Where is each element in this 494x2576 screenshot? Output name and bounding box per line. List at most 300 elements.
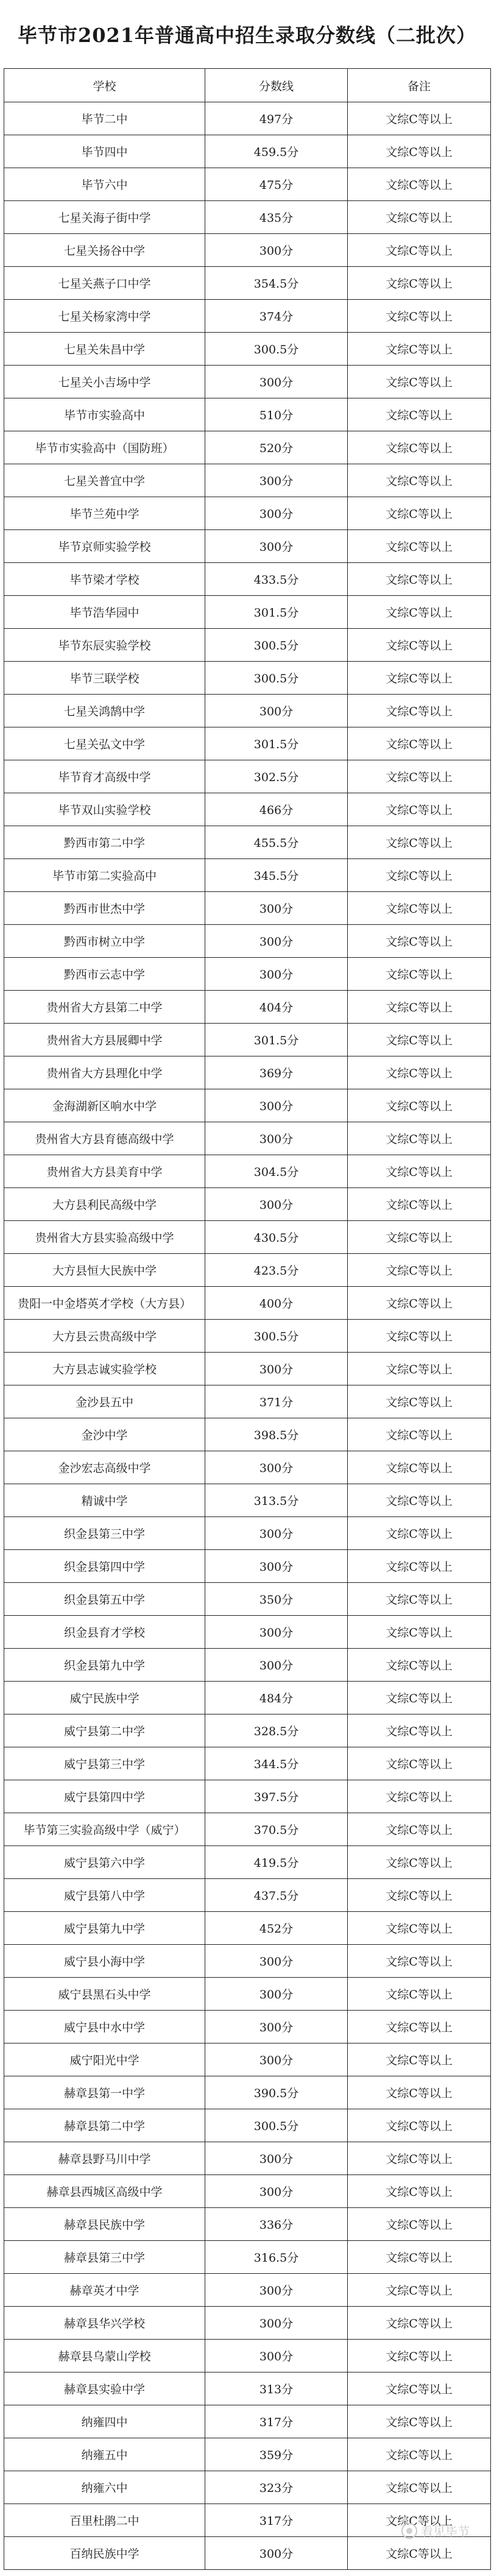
cell-score: 300分 — [205, 1649, 348, 1682]
cell-school: 黔西市树立中学 — [4, 925, 205, 958]
cell-remark: 文综C等以上 — [348, 366, 491, 398]
cell-remark: 文综C等以上 — [348, 629, 491, 662]
table-row — [4, 1353, 491, 1385]
table-row — [4, 300, 491, 333]
cell-school: 毕节三联学校 — [4, 662, 205, 695]
cell-remark: 文综C等以上 — [348, 267, 491, 300]
cell-remark: 文综C等以上 — [348, 859, 491, 892]
cell-score: 452分 — [205, 1912, 348, 1945]
table-row — [4, 1024, 491, 1056]
cell-school: 赫章县第三中学 — [4, 2241, 205, 2274]
cell-school: 纳雍六中 — [4, 2471, 205, 2504]
cell-school: 赫章县第二中学 — [4, 2109, 205, 2142]
cell-remark: 文综C等以上 — [348, 1912, 491, 1945]
cell-remark: 文综C等以上 — [348, 1385, 491, 1418]
cell-score: 475分 — [205, 168, 348, 201]
cell-school: 贵州省大方县育德高级中学 — [4, 1122, 205, 1155]
cell-score: 390.5分 — [205, 2076, 348, 2109]
table-row — [4, 1846, 491, 1879]
cell-remark: 文综C等以上 — [348, 2340, 491, 2373]
table-row — [4, 1320, 491, 1353]
score-table — [4, 68, 491, 2570]
cell-score: 300.5分 — [205, 2109, 348, 2142]
cell-remark: 文综C等以上 — [348, 596, 491, 629]
table-row — [4, 2142, 491, 2175]
cell-remark: 文综C等以上 — [348, 1089, 491, 1122]
table-row — [4, 1583, 491, 1616]
table-row — [4, 431, 491, 464]
cell-remark: 文综C等以上 — [348, 760, 491, 793]
table-row — [4, 1550, 491, 1583]
table-row — [4, 1188, 491, 1221]
cell-score: 300分 — [205, 1517, 348, 1550]
cell-remark: 文综C等以上 — [348, 2504, 491, 2537]
cell-remark: 文综C等以上 — [348, 1353, 491, 1385]
cell-score: 419.5分 — [205, 1846, 348, 1879]
cell-remark: 文综C等以上 — [348, 398, 491, 431]
cell-school: 金沙县五中 — [4, 1385, 205, 1418]
cell-school: 赫章县华兴学校 — [4, 2307, 205, 2340]
cell-remark: 文综C等以上 — [348, 1287, 491, 1320]
cell-school: 七星关小吉场中学 — [4, 366, 205, 398]
cell-remark: 文综C等以上 — [348, 1714, 491, 1747]
cell-school: 毕节育才高级中学 — [4, 760, 205, 793]
cell-remark: 文综C等以上 — [348, 464, 491, 497]
table-row — [4, 1682, 491, 1714]
table-row — [4, 530, 491, 563]
cell-school: 七星关海子街中学 — [4, 201, 205, 234]
table-row — [4, 1714, 491, 1747]
table-row — [4, 2208, 491, 2241]
table-header-row — [4, 69, 491, 102]
cell-remark: 文综C等以上 — [348, 2307, 491, 2340]
cell-score: 300分 — [205, 2175, 348, 2208]
cell-score: 313.5分 — [205, 1484, 348, 1517]
cell-remark: 文综C等以上 — [348, 958, 491, 991]
table-row — [4, 2373, 491, 2405]
cell-remark: 文综C等以上 — [348, 300, 491, 333]
cell-remark: 文综C等以上 — [348, 826, 491, 859]
cell-school: 毕节第三实验高级中学（威宁） — [4, 1813, 205, 1846]
cell-school: 大方县云贵高级中学 — [4, 1320, 205, 1353]
cell-school: 赫章县野马川中学 — [4, 2142, 205, 2175]
cell-score: 300分 — [205, 925, 348, 958]
cell-school: 织金县育才学校 — [4, 1616, 205, 1649]
cell-remark: 文综C等以上 — [348, 2011, 491, 2043]
cell-school: 毕节东辰实验学校 — [4, 629, 205, 662]
watermark — [401, 2522, 470, 2539]
cell-score: 328.5分 — [205, 1714, 348, 1747]
table-row — [4, 563, 491, 596]
document-title: 毕节市2021年普通高中招生录取分数线（二批次） — [17, 24, 477, 47]
table-row — [4, 892, 491, 925]
cell-school: 毕节京师实验学校 — [4, 530, 205, 563]
cell-school: 威宁县第四中学 — [4, 1780, 205, 1813]
table-row — [4, 2471, 491, 2504]
cell-school: 威宁县中水中学 — [4, 2011, 205, 2043]
cell-remark: 文综C等以上 — [348, 695, 491, 727]
cell-score: 300分 — [205, 1945, 348, 1978]
cell-score: 301.5分 — [205, 727, 348, 760]
table-row — [4, 2274, 491, 2307]
cell-school: 织金县第五中学 — [4, 1583, 205, 1616]
cell-score: 300.5分 — [205, 629, 348, 662]
cell-school: 赫章县民族中学 — [4, 2208, 205, 2241]
cell-remark: 文综C等以上 — [348, 497, 491, 530]
cell-score: 520分 — [205, 431, 348, 464]
table-row — [4, 2438, 491, 2471]
cell-score: 404分 — [205, 991, 348, 1024]
cell-remark: 文综C等以上 — [348, 793, 491, 826]
cell-remark: 文综C等以上 — [348, 925, 491, 958]
cell-school: 七星关普宜中学 — [4, 464, 205, 497]
cell-remark: 文综C等以上 — [348, 991, 491, 1024]
document-sheet — [4, 0, 490, 2570]
cell-school: 赫章县西城区高级中学 — [4, 2175, 205, 2208]
cell-score: 344.5分 — [205, 1747, 348, 1780]
cell-score: 300分 — [205, 530, 348, 563]
cell-remark: 文综C等以上 — [348, 2471, 491, 2504]
cell-score: 323分 — [205, 2471, 348, 2504]
table-row — [4, 366, 491, 398]
table-row — [4, 1517, 491, 1550]
cell-score: 336分 — [205, 2208, 348, 2241]
cell-remark: 文综C等以上 — [348, 431, 491, 464]
table-row — [4, 2405, 491, 2438]
cell-score: 300分 — [205, 497, 348, 530]
cell-remark: 文综C等以上 — [348, 2373, 491, 2405]
table-row — [4, 1912, 491, 1945]
table-row — [4, 1813, 491, 1846]
cell-remark: 文综C等以上 — [348, 1024, 491, 1056]
cell-school: 百里杜鹃二中 — [4, 2504, 205, 2537]
cell-score: 455.5分 — [205, 826, 348, 859]
cell-score: 300分 — [205, 2340, 348, 2373]
cell-score: 300分 — [205, 234, 348, 267]
cell-remark: 文综C等以上 — [348, 563, 491, 596]
cell-remark: 文综C等以上 — [348, 1747, 491, 1780]
table-row — [4, 1254, 491, 1287]
cell-remark: 文综C等以上 — [348, 2241, 491, 2274]
cell-remark: 文综C等以上 — [348, 1583, 491, 1616]
cell-score: 371分 — [205, 1385, 348, 1418]
table-row — [4, 2537, 491, 2570]
cell-remark: 文综C等以上 — [348, 2405, 491, 2438]
cell-remark: 文综C等以上 — [348, 2537, 491, 2570]
cell-remark: 文综C等以上 — [348, 1879, 491, 1912]
cell-score: 300分 — [205, 695, 348, 727]
cell-school: 赫章县实验中学 — [4, 2373, 205, 2405]
cell-remark: 文综C等以上 — [348, 102, 491, 135]
cell-school: 大方县志诚实验学校 — [4, 1353, 205, 1385]
cell-score: 300分 — [205, 2537, 348, 2570]
cell-score: 300分 — [205, 1353, 348, 1385]
cell-score: 359分 — [205, 2438, 348, 2471]
table-row — [4, 760, 491, 793]
cell-score: 302.5分 — [205, 760, 348, 793]
cell-school: 大方县利民高级中学 — [4, 1188, 205, 1221]
cell-score: 437.5分 — [205, 1879, 348, 1912]
table-row — [4, 464, 491, 497]
cell-school: 七星关杨家湾中学 — [4, 300, 205, 333]
cell-remark: 文综C等以上 — [348, 2274, 491, 2307]
table-row — [4, 1978, 491, 2011]
cell-school: 威宁县小海中学 — [4, 1945, 205, 1978]
cell-score: 317分 — [205, 2504, 348, 2537]
cell-school: 精诚中学 — [4, 1484, 205, 1517]
table-row — [4, 662, 491, 695]
cell-remark: 文综C等以上 — [348, 2142, 491, 2175]
cell-school: 赫章县第一中学 — [4, 2076, 205, 2109]
cell-school: 毕节兰苑中学 — [4, 497, 205, 530]
cell-school: 毕节市实验高中（国防班） — [4, 431, 205, 464]
table-row — [4, 135, 491, 168]
cell-remark: 文综C等以上 — [348, 1780, 491, 1813]
eye-logo-icon — [401, 2523, 417, 2539]
table-row — [4, 1089, 491, 1122]
cell-remark: 文综C等以上 — [348, 234, 491, 267]
table-row — [4, 991, 491, 1024]
table-row — [4, 2011, 491, 2043]
cell-score: 300分 — [205, 464, 348, 497]
cell-remark: 文综C等以上 — [348, 2043, 491, 2076]
cell-school: 织金县第九中学 — [4, 1649, 205, 1682]
cell-score: 397.5分 — [205, 1780, 348, 1813]
header-score: 分数线 — [205, 69, 348, 102]
table-row — [4, 2043, 491, 2076]
table-row — [4, 168, 491, 201]
cell-remark: 文综C等以上 — [348, 1945, 491, 1978]
cell-score: 300分 — [205, 1122, 348, 1155]
cell-remark: 文综C等以上 — [348, 2208, 491, 2241]
cell-score: 300分 — [205, 1089, 348, 1122]
cell-score: 369分 — [205, 1056, 348, 1089]
cell-remark: 文综C等以上 — [348, 892, 491, 925]
table-row — [4, 1649, 491, 1682]
table-row — [4, 793, 491, 826]
cell-score: 459.5分 — [205, 135, 348, 168]
table-row — [4, 727, 491, 760]
cell-school: 毕节梁才学校 — [4, 563, 205, 596]
cell-school: 赫章县乌蒙山学校 — [4, 2340, 205, 2373]
cell-score: 300分 — [205, 1978, 348, 2011]
cell-remark: 文综C等以上 — [348, 1550, 491, 1583]
cell-score: 304.5分 — [205, 1155, 348, 1188]
cell-remark: 文综C等以上 — [348, 530, 491, 563]
cell-school: 毕节市实验高中 — [4, 398, 205, 431]
cell-school: 黔西市第二中学 — [4, 826, 205, 859]
cell-school: 贵阳一中金塔英才学校（大方县） — [4, 1287, 205, 1320]
cell-remark: 文综C等以上 — [348, 135, 491, 168]
cell-score: 497分 — [205, 102, 348, 135]
cell-school: 七星关弘文中学 — [4, 727, 205, 760]
cell-school: 七星关鸿鹄中学 — [4, 695, 205, 727]
cell-score: 510分 — [205, 398, 348, 431]
cell-school: 纳雍四中 — [4, 2405, 205, 2438]
table-row — [4, 958, 491, 991]
cell-remark: 文综C等以上 — [348, 1978, 491, 2011]
cell-score: 374分 — [205, 300, 348, 333]
cell-school: 赫章英才中学 — [4, 2274, 205, 2307]
cell-remark: 文综C等以上 — [348, 1517, 491, 1550]
cell-remark: 文综C等以上 — [348, 727, 491, 760]
table-row — [4, 1056, 491, 1089]
cell-remark: 文综C等以上 — [348, 1221, 491, 1254]
cell-remark: 文综C等以上 — [348, 1682, 491, 1714]
cell-school: 金海湖新区响水中学 — [4, 1089, 205, 1122]
cell-remark: 文综C等以上 — [348, 2175, 491, 2208]
cell-score: 370.5分 — [205, 1813, 348, 1846]
table-row — [4, 2340, 491, 2373]
cell-remark: 文综C等以上 — [348, 168, 491, 201]
cell-score: 300.5分 — [205, 662, 348, 695]
cell-school: 贵州省大方县理化中学 — [4, 1056, 205, 1089]
cell-score: 300分 — [205, 2274, 348, 2307]
cell-school: 威宁县黑石头中学 — [4, 1978, 205, 2011]
table-row — [4, 102, 491, 135]
cell-score: 300分 — [205, 1550, 348, 1583]
cell-school: 威宁县第九中学 — [4, 1912, 205, 1945]
cell-score: 300分 — [205, 1188, 348, 1221]
table-row — [4, 695, 491, 727]
cell-remark: 文综C等以上 — [348, 1484, 491, 1517]
cell-score: 300分 — [205, 1616, 348, 1649]
cell-score: 300分 — [205, 2307, 348, 2340]
watermark-text: 看见毕节 — [421, 2524, 470, 2539]
table-row — [4, 1451, 491, 1484]
table-row — [4, 1155, 491, 1188]
table-row — [4, 596, 491, 629]
header-school: 学校 — [4, 69, 205, 102]
cell-score: 400分 — [205, 1287, 348, 1320]
cell-school: 大方县恒大民族中学 — [4, 1254, 205, 1287]
header-remark: 备注 — [348, 69, 491, 102]
cell-school: 威宁县第二中学 — [4, 1714, 205, 1747]
table-row — [4, 201, 491, 234]
table-row — [4, 267, 491, 300]
cell-school: 织金县第三中学 — [4, 1517, 205, 1550]
cell-remark: 文综C等以上 — [348, 2438, 491, 2471]
table-row — [4, 1616, 491, 1649]
table-row — [4, 2109, 491, 2142]
cell-remark: 文综C等以上 — [348, 1418, 491, 1451]
cell-school: 贵州省大方县展卿中学 — [4, 1024, 205, 1056]
cell-school: 威宁县第三中学 — [4, 1747, 205, 1780]
cell-school: 百纳民族中学 — [4, 2537, 205, 2570]
cell-remark: 文综C等以上 — [348, 1451, 491, 1484]
table-row — [4, 1780, 491, 1813]
cell-score: 345.5分 — [205, 859, 348, 892]
cell-score: 466分 — [205, 793, 348, 826]
cell-score: 300分 — [205, 2011, 348, 2043]
table-row — [4, 1418, 491, 1451]
cell-school: 毕节四中 — [4, 135, 205, 168]
cell-score: 430.5分 — [205, 1221, 348, 1254]
table-row — [4, 1287, 491, 1320]
table-row — [4, 2241, 491, 2274]
cell-score: 300.5分 — [205, 1320, 348, 1353]
cell-score: 313分 — [205, 2373, 348, 2405]
cell-school: 威宁县第八中学 — [4, 1879, 205, 1912]
cell-remark: 文综C等以上 — [348, 2109, 491, 2142]
cell-school: 织金县第四中学 — [4, 1550, 205, 1583]
cell-remark: 文综C等以上 — [348, 1188, 491, 1221]
table-row — [4, 497, 491, 530]
cell-school: 毕节市第二实验高中 — [4, 859, 205, 892]
cell-school: 威宁阳光中学 — [4, 2043, 205, 2076]
table-row — [4, 2307, 491, 2340]
cell-remark: 文综C等以上 — [348, 1813, 491, 1846]
table-row — [4, 925, 491, 958]
cell-score: 300分 — [205, 2043, 348, 2076]
table-row — [4, 826, 491, 859]
table-row — [4, 1385, 491, 1418]
table-row — [4, 629, 491, 662]
cell-school: 威宁民族中学 — [4, 1682, 205, 1714]
cell-school: 黔西市世杰中学 — [4, 892, 205, 925]
cell-school: 七星关扬谷中学 — [4, 234, 205, 267]
cell-score: 301.5分 — [205, 1024, 348, 1056]
cell-remark: 文综C等以上 — [348, 662, 491, 695]
table-row — [4, 1221, 491, 1254]
table-row — [4, 1879, 491, 1912]
cell-remark: 文综C等以上 — [348, 1320, 491, 1353]
cell-score: 301.5分 — [205, 596, 348, 629]
cell-score: 316.5分 — [205, 2241, 348, 2274]
cell-school: 黔西市云志中学 — [4, 958, 205, 991]
cell-remark: 文综C等以上 — [348, 1122, 491, 1155]
cell-school: 毕节六中 — [4, 168, 205, 201]
cell-school: 毕节双山实验学校 — [4, 793, 205, 826]
cell-remark: 文综C等以上 — [348, 1155, 491, 1188]
table-row — [4, 398, 491, 431]
table-row — [4, 1945, 491, 1978]
cell-score: 435分 — [205, 201, 348, 234]
cell-score: 300分 — [205, 892, 348, 925]
cell-school: 贵州省大方县实验高级中学 — [4, 1221, 205, 1254]
table-row — [4, 1484, 491, 1517]
cell-score: 300分 — [205, 366, 348, 398]
cell-school: 贵州省大方县第二中学 — [4, 991, 205, 1024]
cell-score: 484分 — [205, 1682, 348, 1714]
cell-school: 金沙宏志高级中学 — [4, 1451, 205, 1484]
table-row — [4, 859, 491, 892]
table-row — [4, 234, 491, 267]
cell-remark: 文综C等以上 — [348, 1056, 491, 1089]
cell-school: 毕节浩华园中 — [4, 596, 205, 629]
cell-score: 350分 — [205, 1583, 348, 1616]
cell-school: 金沙中学 — [4, 1418, 205, 1451]
cell-remark: 文综C等以上 — [348, 201, 491, 234]
table-row — [4, 1122, 491, 1155]
table-row — [4, 333, 491, 366]
cell-school: 贵州省大方县美育中学 — [4, 1155, 205, 1188]
cell-score: 433.5分 — [205, 563, 348, 596]
cell-score: 354.5分 — [205, 267, 348, 300]
cell-score: 300分 — [205, 958, 348, 991]
cell-remark: 文综C等以上 — [348, 1846, 491, 1879]
cell-score: 398.5分 — [205, 1418, 348, 1451]
cell-remark: 文综C等以上 — [348, 1649, 491, 1682]
cell-school: 七星关朱昌中学 — [4, 333, 205, 366]
cell-score: 300分 — [205, 2142, 348, 2175]
table-row — [4, 2175, 491, 2208]
table-row — [4, 1747, 491, 1780]
cell-school: 七星关燕子口中学 — [4, 267, 205, 300]
cell-remark: 文综C等以上 — [348, 1616, 491, 1649]
cell-remark: 文综C等以上 — [348, 2076, 491, 2109]
cell-score: 317分 — [205, 2405, 348, 2438]
